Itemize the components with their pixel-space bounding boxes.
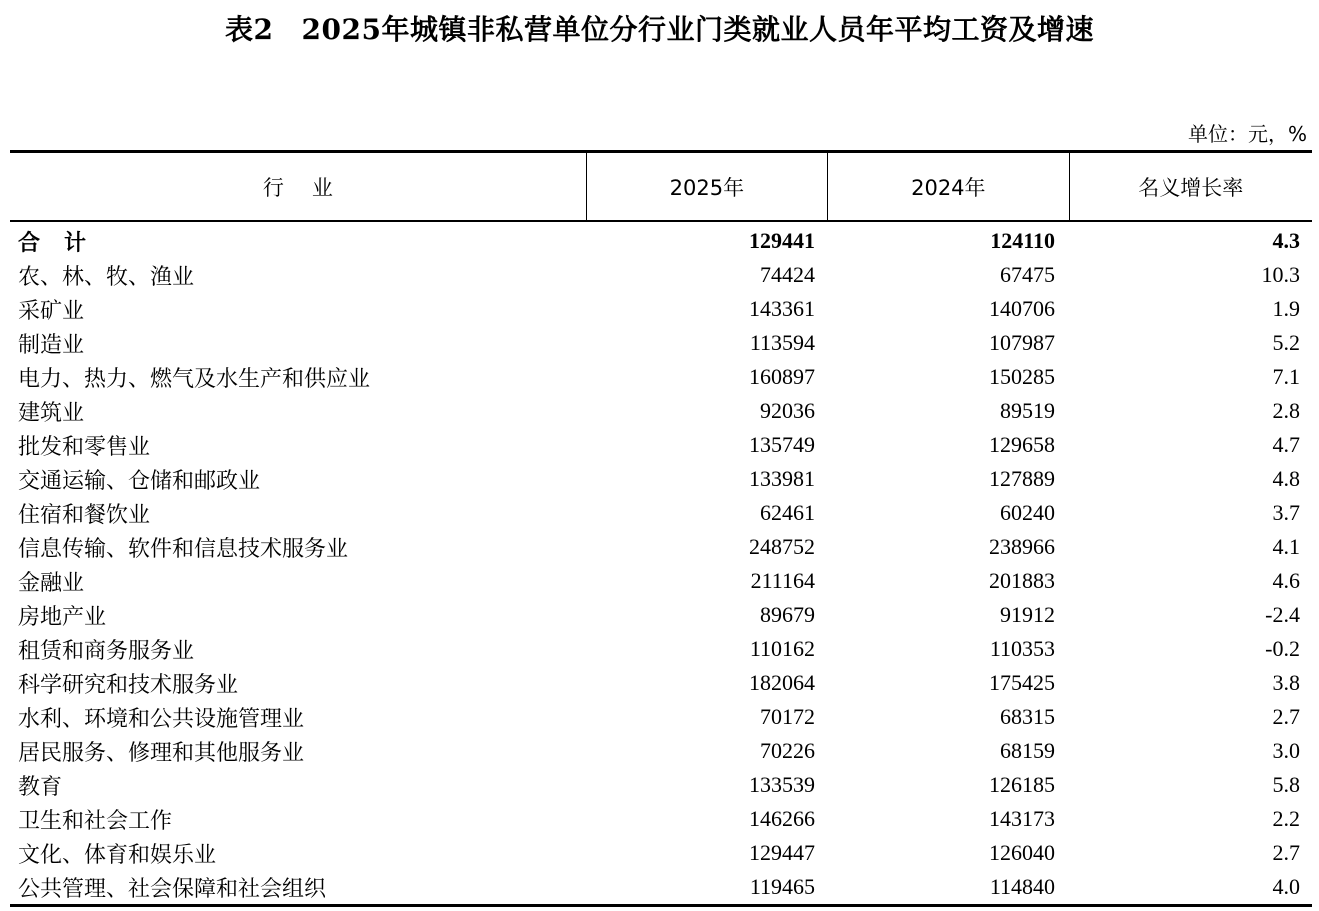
table-row xyxy=(10,632,1312,666)
header-2024: 2024年 xyxy=(827,153,1068,220)
row-2024-value: 129658 xyxy=(989,432,1055,457)
row-growth-value: -0.2 xyxy=(1265,636,1300,661)
header-growth-rate: 名义增长率 xyxy=(1069,153,1312,220)
row-2024-value: 68159 xyxy=(1000,738,1055,763)
row-2025-value: 160897 xyxy=(749,364,815,389)
row-growth-value: 4.7 xyxy=(1272,432,1300,457)
row-industry: 文化、体育和娱乐业 xyxy=(18,842,217,868)
row-growth-value: 1.9 xyxy=(1272,296,1300,321)
table-row xyxy=(10,666,1312,700)
row-industry: 农、林、牧、渔业 xyxy=(18,264,195,290)
row-2024-value: 127889 xyxy=(989,466,1055,491)
table-row xyxy=(10,258,1312,292)
row-2025-value: 129441 xyxy=(749,228,815,253)
row-2025-value: 70226 xyxy=(760,738,815,763)
row-2025-value: 74424 xyxy=(760,262,815,287)
row-industry: 合计 xyxy=(18,229,111,256)
table-row xyxy=(10,394,1312,428)
row-2024-value: 201883 xyxy=(989,568,1055,593)
row-growth-value: 3.7 xyxy=(1272,500,1300,525)
row-growth-value: 2.7 xyxy=(1272,704,1300,729)
table-row xyxy=(10,360,1312,394)
row-2024-value: 89519 xyxy=(1000,398,1055,423)
table-number: 表2 xyxy=(225,13,274,46)
row-industry: 建筑业 xyxy=(18,400,85,426)
row-growth-value: 4.0 xyxy=(1272,874,1300,899)
row-2025-value: 113594 xyxy=(749,330,815,355)
row-growth-value: -2.4 xyxy=(1265,602,1300,627)
row-industry: 租赁和商务服务业 xyxy=(18,638,195,664)
row-industry: 卫生和社会工作 xyxy=(18,808,173,834)
row-industry: 批发和零售业 xyxy=(18,434,151,460)
table-row xyxy=(10,836,1312,870)
row-2025-value: 92036 xyxy=(760,398,815,423)
table-row xyxy=(10,326,1312,360)
row-growth-value: 10.3 xyxy=(1261,262,1300,287)
table-title xyxy=(0,12,1319,48)
row-growth-value: 5.8 xyxy=(1272,772,1300,797)
row-2025-value: 146266 xyxy=(749,806,815,831)
table-row xyxy=(10,870,1312,904)
row-2025-value: 211164 xyxy=(750,568,815,593)
row-2024-value: 91912 xyxy=(1000,602,1055,627)
row-growth-value: 2.2 xyxy=(1272,806,1300,831)
header-industry: 行业 xyxy=(262,175,361,200)
row-industry: 水利、环境和公共设施管理业 xyxy=(18,706,305,732)
row-industry: 信息传输、软件和信息技术服务业 xyxy=(18,536,349,562)
row-2024-value: 110353 xyxy=(989,636,1055,661)
header-2025: 2025年 xyxy=(586,153,827,220)
row-2025-value: 135749 xyxy=(749,432,815,457)
table-row xyxy=(10,802,1312,836)
row-2025-value: 133981 xyxy=(749,466,815,491)
row-industry: 采矿业 xyxy=(18,298,85,324)
row-growth-value: 4.3 xyxy=(1272,228,1300,253)
row-2025-value: 248752 xyxy=(749,534,815,559)
row-2025-value: 89679 xyxy=(760,602,815,627)
row-2025-value: 182064 xyxy=(749,670,815,695)
wage-table xyxy=(10,150,1312,907)
row-2024-value: 126185 xyxy=(989,772,1055,797)
row-growth-value: 7.1 xyxy=(1272,364,1300,389)
row-industry: 教育 xyxy=(18,774,63,800)
table-body xyxy=(10,222,1312,904)
row-2025-value: 119465 xyxy=(749,874,815,899)
table-row xyxy=(10,564,1312,598)
row-2024-value: 238966 xyxy=(989,534,1055,559)
row-industry: 金融业 xyxy=(18,570,85,596)
row-industry: 居民服务、修理和其他服务业 xyxy=(18,740,305,766)
row-2024-value: 60240 xyxy=(1000,500,1055,525)
table-header-row xyxy=(10,153,1312,222)
row-industry: 电力、热力、燃气及水生产和供应业 xyxy=(18,366,371,392)
row-growth-value: 3.0 xyxy=(1272,738,1300,763)
table-row xyxy=(10,428,1312,462)
row-2024-value: 175425 xyxy=(989,670,1055,695)
row-industry: 交通运输、仓储和邮政业 xyxy=(18,468,261,494)
row-2025-value: 70172 xyxy=(760,704,815,729)
table-title-text: 2025年城镇非私营单位分行业门类就业人员年平均工资及增速 xyxy=(301,13,1094,46)
row-industry: 制造业 xyxy=(18,332,85,358)
row-growth-value: 3.8 xyxy=(1272,670,1300,695)
row-2024-value: 68315 xyxy=(1000,704,1055,729)
row-growth-value: 4.8 xyxy=(1272,466,1300,491)
row-2024-value: 67475 xyxy=(1000,262,1055,287)
row-industry: 公共管理、社会保障和社会组织 xyxy=(18,876,327,902)
table-row xyxy=(10,530,1312,564)
table-row xyxy=(10,768,1312,802)
row-2024-value: 107987 xyxy=(989,330,1055,355)
row-2024-value: 150285 xyxy=(989,364,1055,389)
row-2025-value: 133539 xyxy=(749,772,815,797)
row-growth-value: 5.2 xyxy=(1272,330,1300,355)
table-row xyxy=(10,598,1312,632)
table-row xyxy=(10,292,1312,326)
table-row xyxy=(10,700,1312,734)
row-growth-value: 4.6 xyxy=(1272,568,1300,593)
row-2025-value: 129447 xyxy=(749,840,815,865)
table-row-total xyxy=(10,224,1312,258)
row-growth-value: 4.1 xyxy=(1272,534,1300,559)
row-2025-value: 143361 xyxy=(749,296,815,321)
row-2025-value: 110162 xyxy=(749,636,815,661)
row-2024-value: 140706 xyxy=(989,296,1055,321)
row-2024-value: 126040 xyxy=(989,840,1055,865)
table-row xyxy=(10,734,1312,768)
row-2024-value: 143173 xyxy=(989,806,1055,831)
row-growth-value: 2.7 xyxy=(1272,840,1300,865)
row-2025-value: 62461 xyxy=(760,500,815,525)
unit-note: 单位：元，% xyxy=(1187,122,1307,146)
row-2024-value: 114840 xyxy=(989,874,1055,899)
table-row xyxy=(10,462,1312,496)
row-industry: 住宿和餐饮业 xyxy=(18,502,151,528)
table-row xyxy=(10,496,1312,530)
row-industry: 科学研究和技术服务业 xyxy=(18,672,239,698)
row-industry: 房地产业 xyxy=(18,604,107,630)
row-growth-value: 2.8 xyxy=(1272,398,1300,423)
row-2024-value: 124110 xyxy=(990,228,1055,253)
